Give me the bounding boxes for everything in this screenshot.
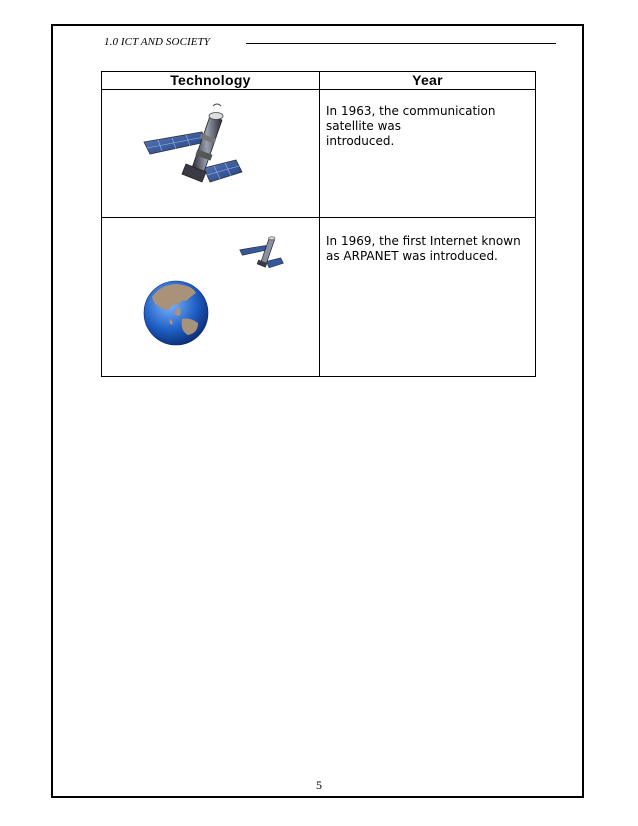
year-cell	[320, 90, 536, 218]
technology-cell	[102, 218, 320, 377]
table-row	[102, 90, 536, 218]
table-row	[102, 218, 536, 377]
technology-table	[101, 71, 536, 377]
table-header-row	[102, 72, 536, 90]
year-column-header: Year	[320, 72, 536, 90]
page-number: 5	[316, 778, 322, 792]
technology-cell	[102, 90, 320, 218]
year-cell	[320, 218, 536, 377]
section-header: 1.0 ICT AND SOCIETY	[104, 36, 211, 48]
year-description: In 1963, the communication satellite was introduced.	[326, 104, 496, 148]
satellite-icon	[238, 231, 286, 271]
header-rule	[246, 43, 556, 44]
year-description: In 1969, the first Internet known as ARPANET was introduced.	[326, 234, 521, 263]
globe-icon	[142, 279, 210, 347]
technology-column-header: Technology	[102, 72, 320, 90]
satellite-icon	[140, 102, 248, 187]
